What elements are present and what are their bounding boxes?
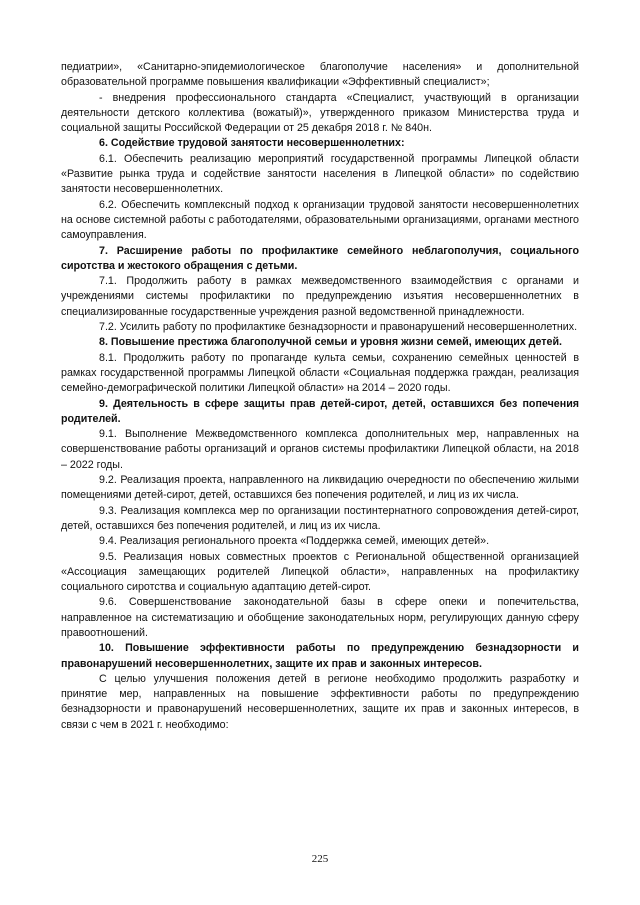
paragraph-9-6: 9.6. Совершенствование законодательной базы в сфере опеки и попечительства, направленное на систематизацию и обобщение законодательных норм, регулирующих данную сферу правоотношений. [61,596,579,639]
paragraph-7-2: 7.2. Усилить работу по профилактике безнадзорности и правонарушений несовершеннолетних. [99,321,578,334]
paragraph-9-3: 9.3. Реализация комплекса мер по организации постинтернатного сопровождения детей-сирот, детей, оставшихся без попечения родителей, и лиц из их числа. [61,504,579,532]
section-heading-9: 9. Деятельность в сфере защиты прав детей-сирот, детей, оставшихся без попечения родителей. [61,397,579,425]
paragraph-10-intro: С целью улучшения положения детей в регионе необходимо продолжить разработку и принятие мер, направленных на повышение эффективности работы по предупреждению безнадзорности и правонарушений несовершеннолетних, защите их прав и законных интересов, в связи с чем в 2021 г. необходимо: [61,672,579,731]
page-number: 225 [311,853,329,865]
paragraph-9-5: 9.5. Реализация новых совместных проектов с Региональной общественной организацией «Ассоциация замещающих родителей Липецкой области», направленных на профилактику социального сиротства и социальную адаптацию детей-сирот. [61,550,579,594]
section-heading-6: 6. Содействие трудовой занятости несовершеннолетних: [99,137,405,150]
paragraph-8-1: 8.1. Продолжить работу по пропаганде культа семьи, сохранению семейных ценностей в рамках государственной программы Липецкой области «Социальная поддержка граждан, реализация семейно-демографической политики Липецкой области» на 2014 – 2020 годы. [61,351,579,395]
section-heading-8: 8. Повышение престижа благополучной семьи и уровня жизни семей, имеющих детей. [99,336,562,349]
section-heading-7: 7. Расширение работы по профилактике семейного неблагополучия, социального сиротства и жестокого обращения с детьми. [61,244,579,272]
paragraph-9-1: 9.1. Выполнение Межведомственного комплекса дополнительных мер, направленных на совершенствование работы организаций и органов системы профилактики Липецкой области, на 2018 – 2022 годы. [61,428,579,471]
paragraph-standard: - внедрения профессионального стандарта «Специалист, участвующий в организации деятельности детского коллектива (вожатый)», утвержденного приказом Министерства труда и социальной защиты Российской Федерации от 25 декабря 2018 г. № 840н. [61,91,579,135]
paragraph-6-1: 6.1. Обеспечить реализацию мероприятий государственной программы Липецкой области «Развитие рынка труда и содействие занятости населения в Липецкой области» по содействию занятости несовершеннолетних. [61,152,579,196]
section-heading-10: 10. Повышение эффективности работы по предупреждению безнадзорности и правонарушений несовершеннолетних, защите их прав и законных интересов. [61,642,579,670]
page-body [61,60,579,733]
paragraph-continuation: педиатрии», «Санитарно-эпидемиологическое благополучие населения» и дополнительной образовательной программе повышения квалификации «Эффективный специалист»; [61,61,579,89]
paragraph-9-4: 9.4. Реализация регионального проекта «Поддержка семей, имеющих детей». [99,535,490,548]
paragraph-6-2: 6.2. Обеспечить комплексный подход к организации трудовой занятости несовершеннолетних на основе системной работы с работодателями, образовательными организациями, органами местного самоуправления. [61,198,579,242]
paragraph-9-2: 9.2. Реализация проекта, направленного на ликвидацию очередности по обеспечению жилыми помещениями детей-сирот, детей, оставшихся без попечения родителей, и лиц из их числа. [61,474,579,502]
paragraph-7-1: 7.1. Продолжить работу в рамках межведомственного взаимодействия с органами и учреждениями системы профилактики по предупреждению изъятия несовершеннолетних в специализированные государственные учреждения разной ведомственной принадлежности. [61,275,579,318]
